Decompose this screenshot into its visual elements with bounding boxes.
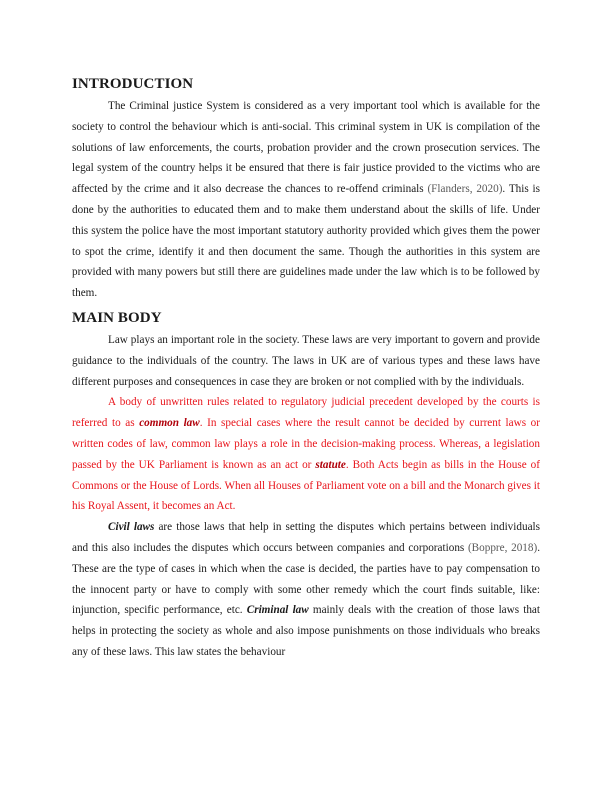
- p2-text-part-3: . Both Acts begin as bills in the House of Commons or the House of Lords. When all Houses of Parliament vote on a bill and the Monarch gives it his Royal Assent, it becomes an Act.: [72, 458, 540, 513]
- main-body-paragraph-1: Law plays an important role in the society. These laws are very important to govern and provide guidance to the individuals of the country. The laws in UK are of various types and these laws have different purposes and consequences in case they are broken or not complied with by the individuals.: [72, 333, 540, 388]
- citation-boppre: (Boppre, 2018): [467, 541, 538, 554]
- introduction-heading: INTRODUCTION: [72, 76, 194, 92]
- p2-text-part-2: . In special cases where the result cannot be decided by current laws or written codes of law, common law plays a role in the decision-making process. Whereas, a legislation passed by the UK Parliament is known as an act or: [72, 417, 540, 471]
- document-page: [72, 76, 540, 663]
- main-body-heading: MAIN BODY: [72, 309, 162, 326]
- main-body-paragraph-3: [72, 517, 540, 663]
- term-civil-laws: Civil laws: [108, 521, 155, 534]
- introduction-paragraph: [72, 96, 540, 304]
- p2-text-part-1: A body of unwritten rules related to regulatory judicial precedent developed by the courts is referred to as: [72, 396, 540, 430]
- main-body-paragraph-2-highlighted: [72, 392, 540, 517]
- term-criminal-law: Criminal law: [246, 604, 309, 617]
- term-common-law: common law: [139, 417, 200, 430]
- intro-text-part-1: The Criminal justice System is considered as a very important tool which is available for the society to control the behaviour which is anti-social. This criminal system in UK is compilation of the solutions of law enforcements, the courts, probation provider and the crown prosecution services. The legal system of the country helps it be ensured that there is fair justice provided to the victims who are affected by the crime and it also decrease the chances to re-offend criminals: [72, 100, 540, 196]
- intro-text-part-2: . This is done by the authorities to educated them and to make them understand about the skills of life. Under this system the police have the most important statutory authority provided which gives them the power to spot the crime, identify it and then document the same. Though the authorities in this system are provided with many powers but still there are guidelines made under the law which is to be followed by them.: [72, 183, 540, 300]
- term-statute: statute: [315, 458, 346, 471]
- citation-flanders: (Flanders, 2020): [427, 183, 503, 196]
- p3-text-part-1: are those laws that help in setting the disputes which pertains between individuals and this also includes the disputes which occurs between companies and corporations: [72, 521, 540, 554]
- p3-text-part-3: mainly deals with the creation of those laws that helps in protecting the society as whole and also impose punishments on those individuals who breaks any of these laws. This law states the behaviour: [72, 604, 541, 658]
- p3-text-part-2: . These are the type of cases in which when the case is decided, the parties have to pay compensation to the innocent party or have to comply with some other remedy which the court finds suitable, like: injunction, specific performance, etc.: [72, 541, 540, 617]
